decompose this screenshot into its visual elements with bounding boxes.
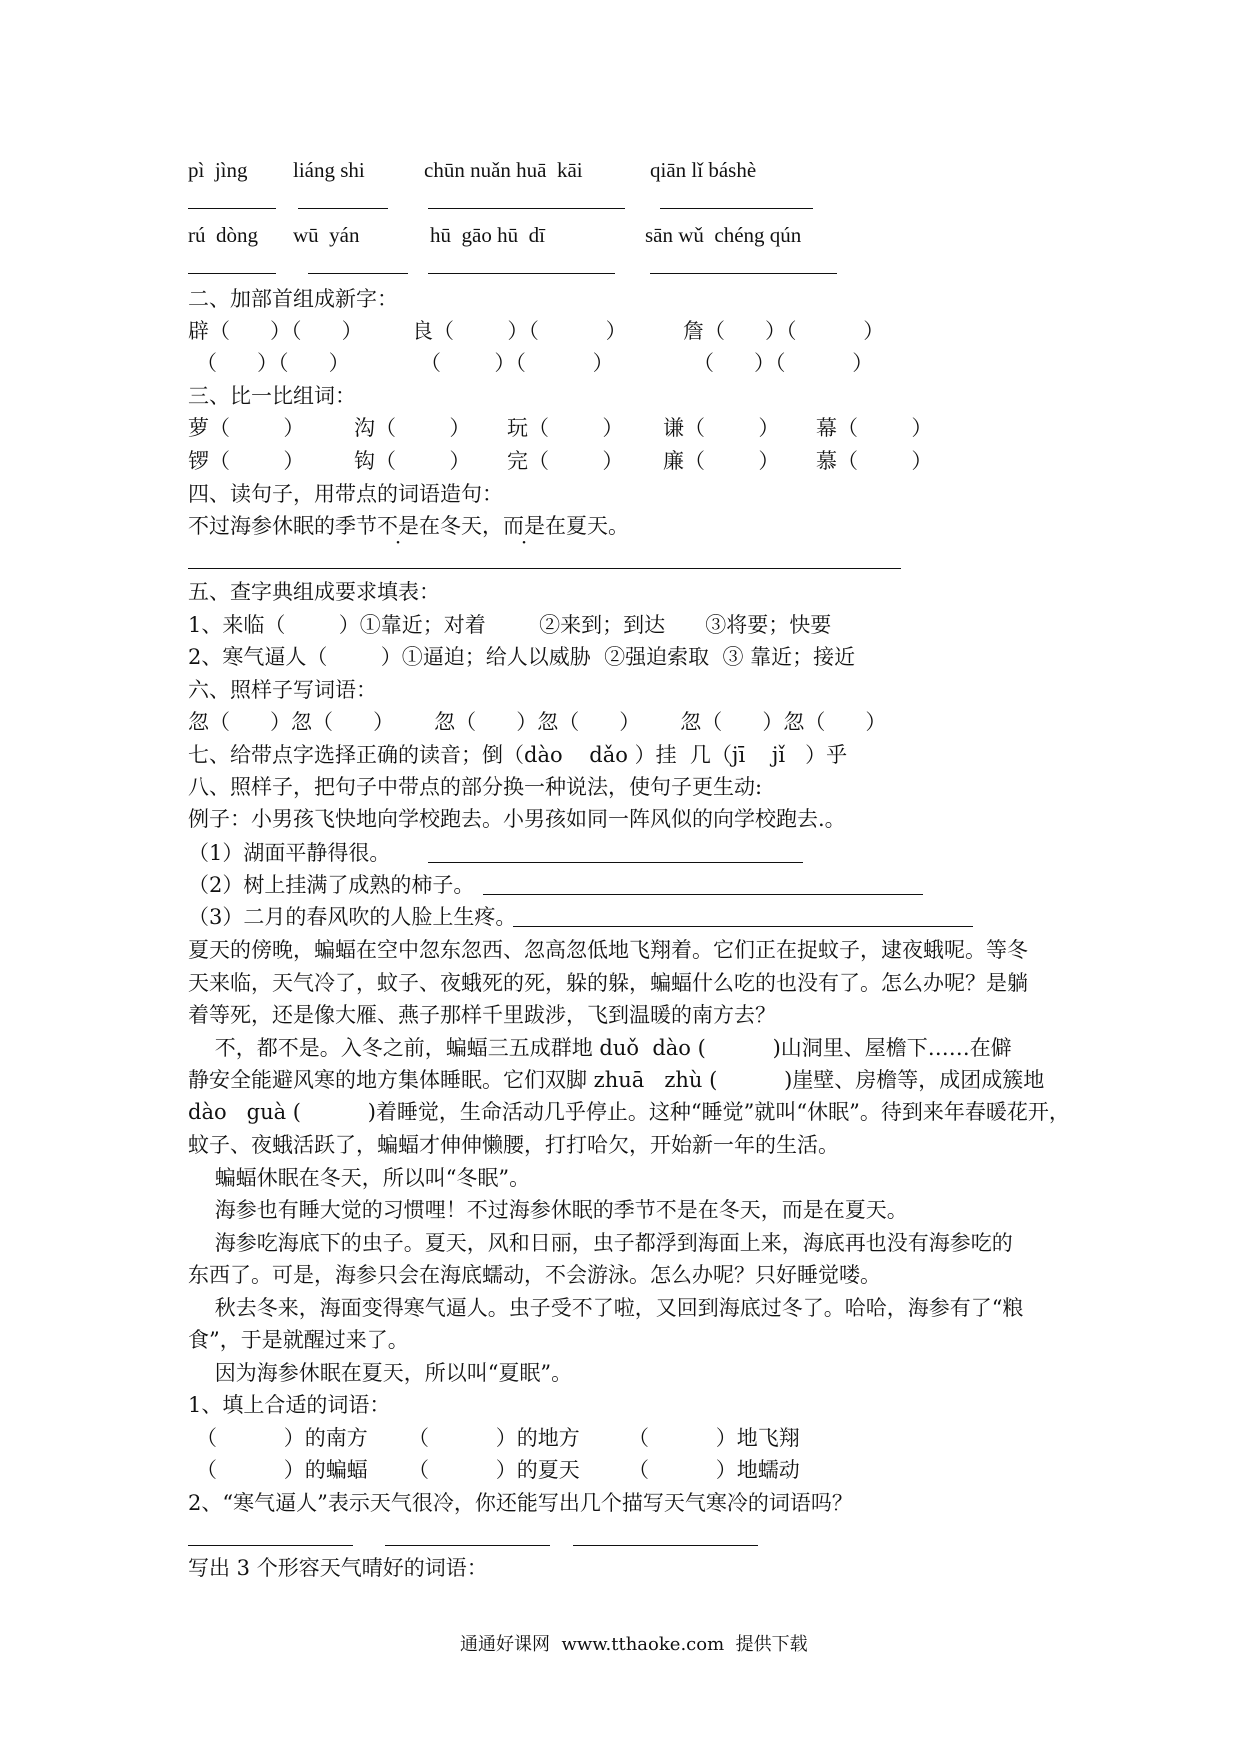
passage-line: 东西了。可是，海参只会在海底蠕动，不会游泳。怎么办呢？只好睡觉喽。 bbox=[188, 1263, 881, 1287]
s2-item: 詹（ ）（ ） bbox=[683, 319, 885, 343]
passage-line: 秋去冬来，海面变得寒气逼人。虫子受不了啦，又回到海底过冬了。哈哈，海参有了“粮 bbox=[188, 1296, 1024, 1320]
answer-line[interactable] bbox=[385, 1545, 550, 1546]
answer-line[interactable] bbox=[428, 273, 615, 274]
pinyin-4: qiān lǐ báshè bbox=[650, 158, 757, 182]
s2-item: （ ）（ ） bbox=[420, 351, 614, 375]
passage-line: 食”，于是就醒过来了。 bbox=[188, 1328, 409, 1352]
section-2-title: 二、加部首组成新字： bbox=[188, 287, 398, 311]
answer-line[interactable] bbox=[298, 208, 388, 209]
s6-line: 忽（ ）忽（ ） 忽（ ）忽（ ） 忽（ ）忽（ ） bbox=[188, 710, 887, 734]
answer-line[interactable] bbox=[573, 1545, 758, 1546]
s3-item: 慕（ ） bbox=[816, 449, 933, 473]
answer-line[interactable] bbox=[188, 273, 276, 274]
s3-item: 廉（ ） bbox=[663, 449, 780, 473]
passage-line: 夏天的傍晚，蝙蝠在空中忽东忽西、忽高忽低地飞翔着。它们正在捉蚊子，逮夜蛾呢。等冬 bbox=[188, 938, 1028, 962]
s8-item-1: （1）湖面平静得很。 bbox=[188, 841, 391, 865]
s4-sentence bbox=[188, 516, 629, 537]
passage-line: 蝙蝠休眠在冬天，所以叫“冬眠”。 bbox=[188, 1166, 531, 1190]
answer-line[interactable] bbox=[428, 862, 803, 863]
passage-line: 海参也有睡大觉的习惯哩！不过海参休眠的季节不是在冬天，而是在夏天。 bbox=[188, 1198, 908, 1222]
q1-item: （ ）的蝙蝠 bbox=[196, 1458, 368, 1482]
answer-line[interactable] bbox=[513, 926, 973, 927]
dotted-word: 不是 bbox=[377, 514, 419, 538]
s5-item-2: 2、寒气逼人（ ）①逼迫；给人以威胁 ②强迫索取 ③ 靠近；接近 bbox=[188, 645, 856, 669]
s8-example: 例子：小男孩飞快地向学校跑去。小男孩如同一阵风似的向学校跑去.。 bbox=[188, 807, 846, 831]
sentence-part: 在夏天。 bbox=[545, 514, 629, 538]
s3-item: 锣（ ） bbox=[188, 449, 305, 473]
pinyin-5: rú dòng bbox=[188, 223, 258, 247]
s5-item-1: 1、来临（ ）①靠近；对着 ②来到；到达 ③将要；快要 bbox=[188, 613, 832, 637]
sentence-part: 在冬天， bbox=[419, 514, 503, 538]
q1-title: 1、填上合适的词语： bbox=[188, 1393, 391, 1417]
q1-item: （ ）的夏天 bbox=[408, 1458, 580, 1482]
q1-item: （ ）的南方 bbox=[196, 1426, 368, 1450]
s2-item: 良（ ）（ ） bbox=[412, 319, 627, 343]
passage-line: dào guà ( )着睡觉，生命活动几乎停止。这种“睡觉”就叫“休眠”。待到来年春暖花开， bbox=[188, 1100, 1070, 1124]
s3-item: 萝（ ） bbox=[188, 416, 305, 440]
answer-line[interactable] bbox=[428, 208, 625, 209]
s2-item: （ ）（ ） bbox=[196, 351, 350, 375]
footer: 通通好课网 www.tthaoke.com 提供下载 bbox=[460, 1634, 808, 1655]
s3-item: 完（ ） bbox=[507, 449, 624, 473]
section-5-title: 五、查字典组成要求填表： bbox=[188, 580, 440, 604]
q1-item: （ ）地蠕动 bbox=[628, 1458, 800, 1482]
s3-item: 幕（ ） bbox=[816, 416, 933, 440]
sentence-part: 不过海参休眠的季节 bbox=[188, 514, 377, 538]
s3-item: 沟（ ） bbox=[354, 416, 471, 440]
pinyin-1: pì jìng bbox=[188, 158, 248, 182]
pinyin-3: chūn nuǎn huā kāi bbox=[424, 158, 583, 182]
passage-line: 着等死，还是像大雁、燕子那样千里跋涉，飞到温暖的南方去？ bbox=[188, 1003, 776, 1027]
answer-line[interactable] bbox=[483, 894, 923, 895]
passage-line: 因为海参休眠在夏天，所以叫“夏眠”。 bbox=[188, 1361, 573, 1385]
section-8-title: 八、照样子，把句子中带点的部分换一种说法，使句子更生动: bbox=[188, 775, 763, 799]
dotted-word: 而是 bbox=[503, 514, 545, 538]
q2-title: 2、“寒气逼人”表示天气很冷，你还能写出几个描写天气寒冷的词语吗？ bbox=[188, 1491, 853, 1515]
answer-line[interactable] bbox=[660, 208, 813, 209]
pinyin-2: liáng shi bbox=[293, 158, 365, 182]
q1-item: （ ）地飞翔 bbox=[628, 1426, 800, 1450]
passage-line: 蚊子、夜蛾活跃了，蝙蝠才伸伸懒腰，打打哈欠，开始新一年的生活。 bbox=[188, 1133, 839, 1157]
passage-line: 静安全能避风寒的地方集体睡眠。它们双脚 zhuā zhù ( )崖壁、房檐等，成团成簇地 bbox=[188, 1068, 1045, 1092]
s3-item: 钩（ ） bbox=[354, 449, 471, 473]
passage-line: 不，都不是。入冬之前，蝙蝠三五成群地 duǒ dào ( )山洞里、屋檐下……在僻 bbox=[188, 1036, 1012, 1060]
answer-line[interactable] bbox=[188, 1545, 353, 1546]
section-4-title: 四、读句子，用带点的词语造句： bbox=[188, 482, 503, 506]
section-3-title: 三、比一比组词： bbox=[188, 384, 356, 408]
answer-line[interactable] bbox=[188, 568, 901, 569]
q1-item: （ ）的地方 bbox=[408, 1426, 580, 1450]
section-7: 七、给带点字选择正确的读音；倒（dào dǎo ）挂 几（jī jǐ ）乎 bbox=[188, 743, 848, 767]
passage-line: 天来临，天气冷了，蚊子、夜蛾死的死，躲的躲，蝙蝠什么吃的也没有了。怎么办呢？是躺 bbox=[188, 971, 1028, 995]
s3-item: 玩（ ） bbox=[507, 416, 624, 440]
answer-line[interactable] bbox=[188, 208, 276, 209]
section-6-title: 六、照样子写词语： bbox=[188, 678, 377, 702]
s8-item-3: （3）二月的春风吹的人脸上生疼。 bbox=[188, 905, 517, 929]
passage-line: 海参吃海底下的虫子。夏天，风和日丽，虫子都浮到海面上来，海底再也没有海参吃的 bbox=[188, 1231, 1013, 1255]
q3-title: 写出 3 个形容天气晴好的词语： bbox=[188, 1556, 488, 1580]
answer-line[interactable] bbox=[650, 273, 837, 274]
answer-line[interactable] bbox=[308, 273, 408, 274]
s8-item-2: （2）树上挂满了成熟的柿子。 bbox=[188, 873, 475, 897]
pinyin-7: hū gāo hū dī bbox=[430, 223, 545, 247]
s2-item: （ ）（ ） bbox=[693, 351, 874, 375]
s3-item: 谦（ ） bbox=[663, 416, 780, 440]
s2-item: 辟（ ）（ ） bbox=[188, 319, 363, 343]
pinyin-6: wū yán bbox=[293, 223, 360, 247]
pinyin-8: sān wǔ chéng qún bbox=[645, 223, 802, 247]
